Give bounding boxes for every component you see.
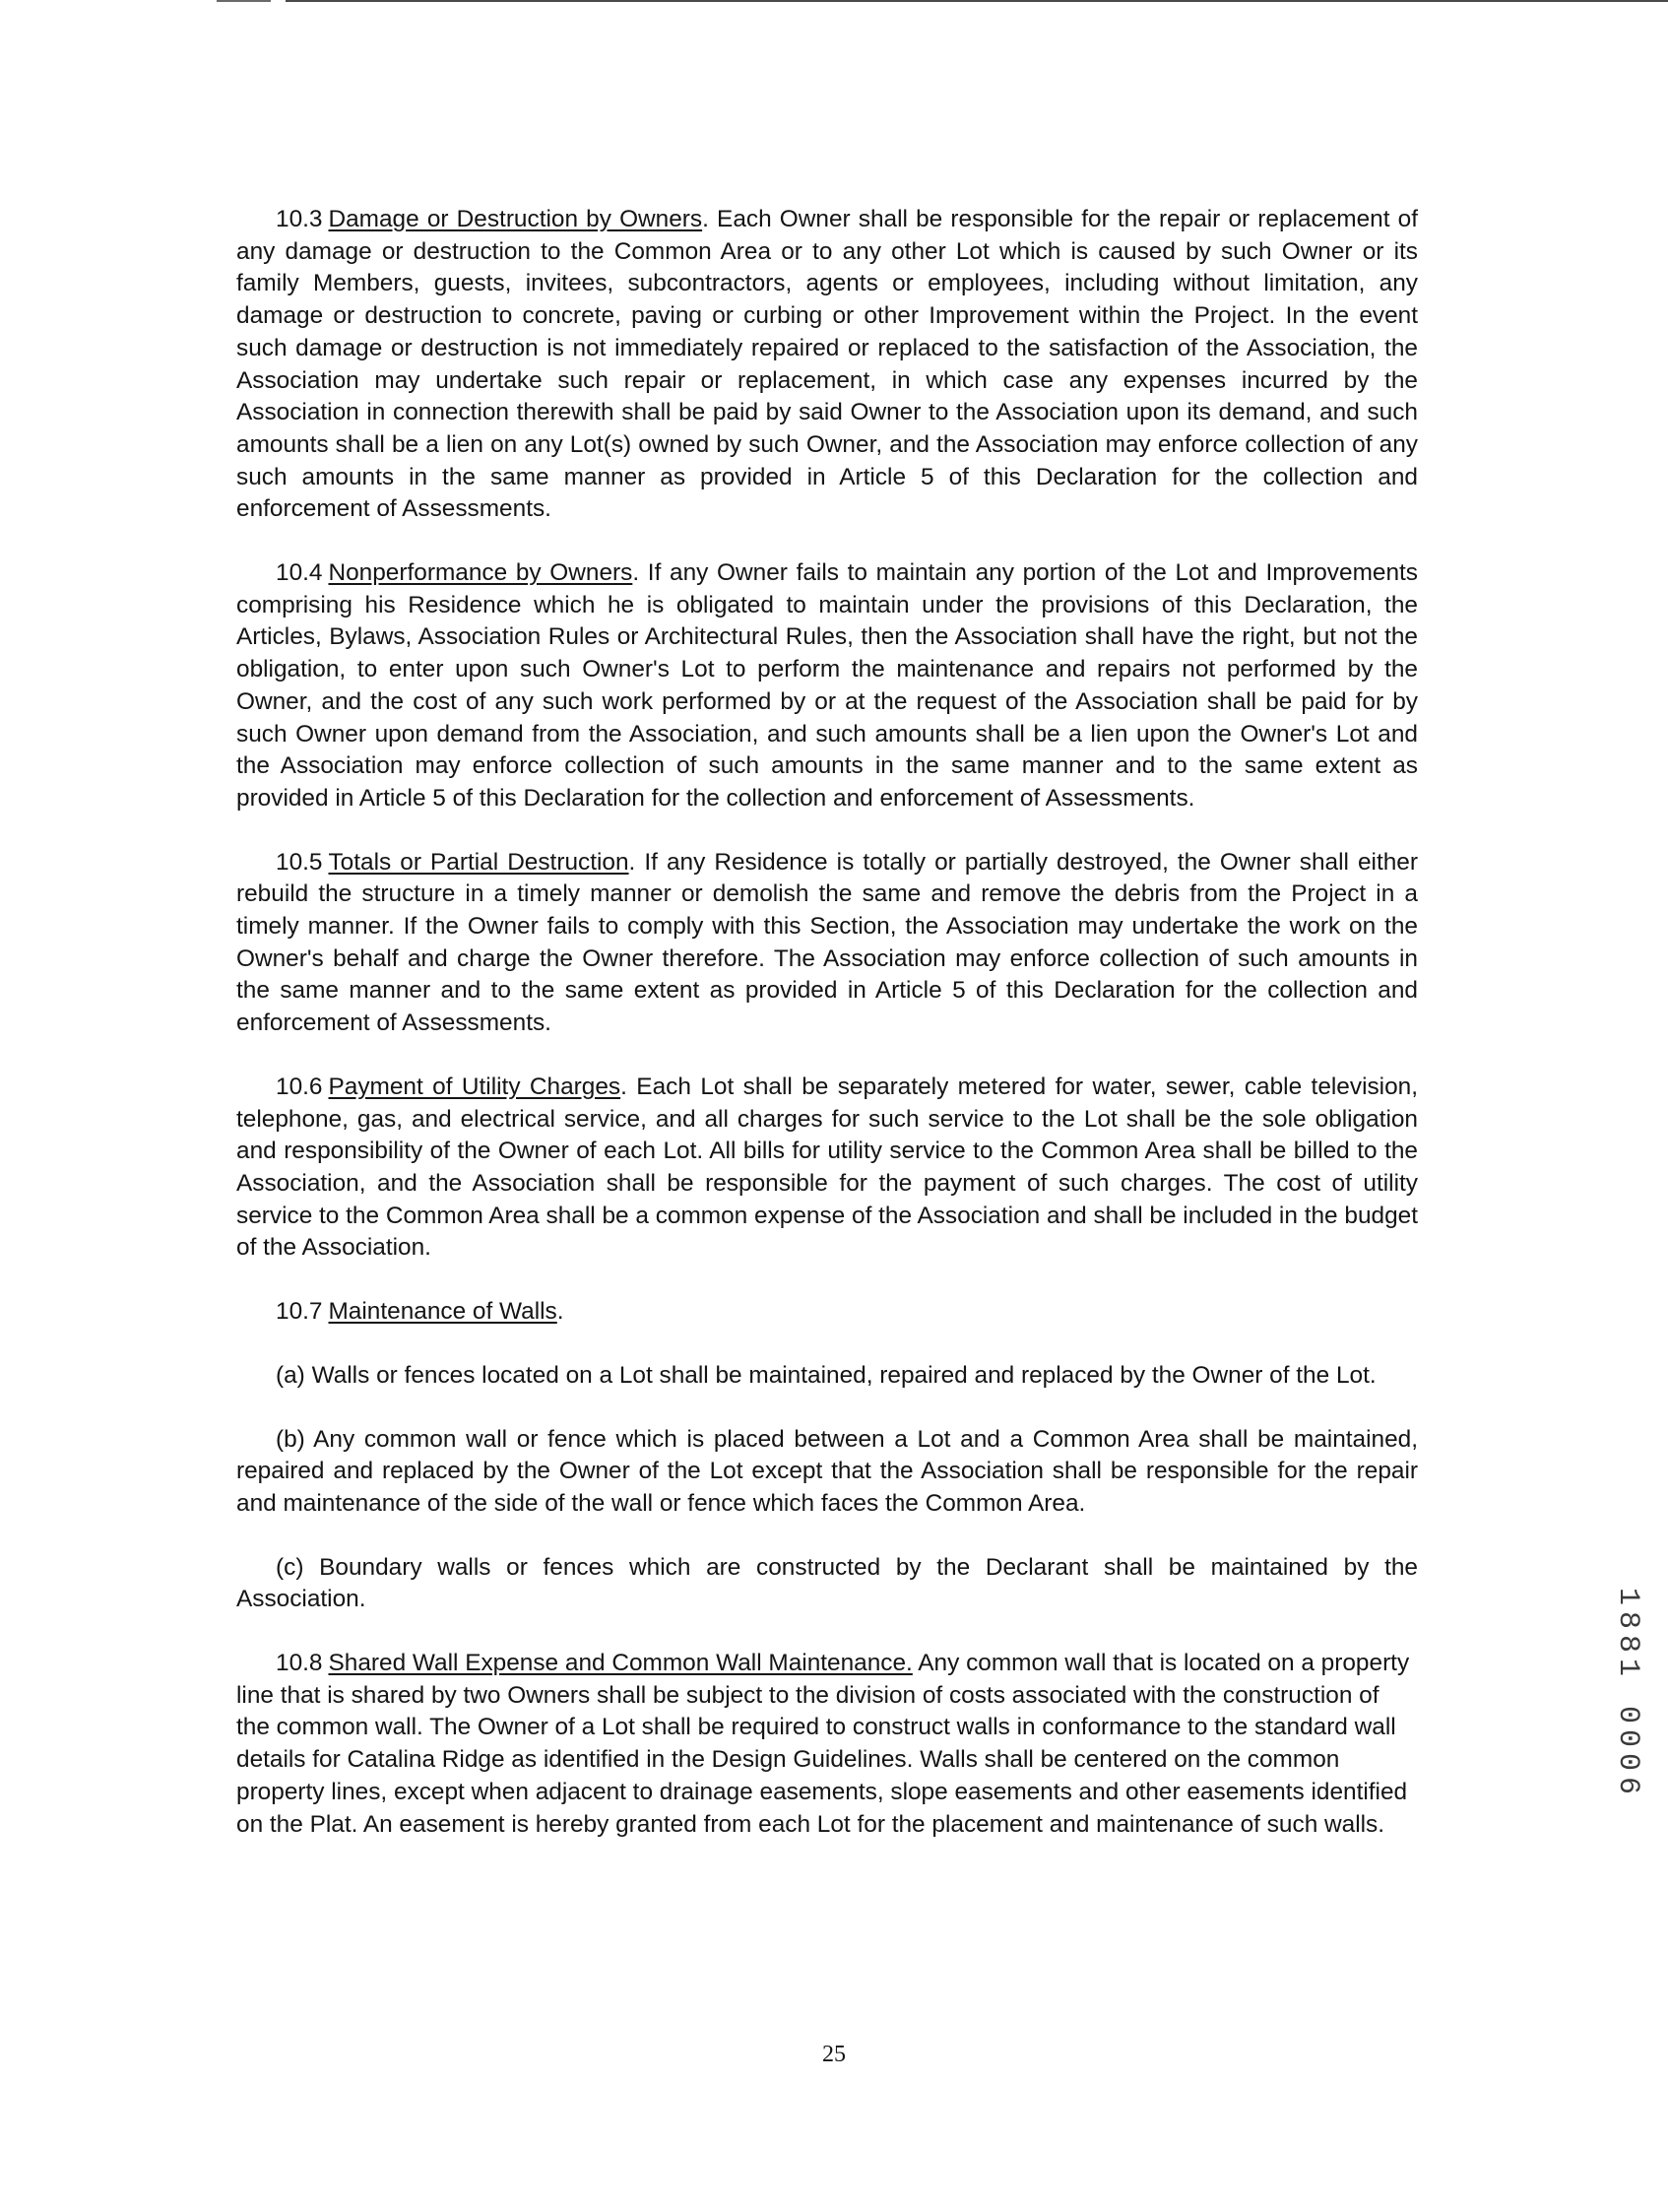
subsection-a: (a) Walls or fences located on a Lot shall be maintained, repaired and replaced by the Owner of the Lot. xyxy=(276,1361,1377,1389)
document-body xyxy=(236,204,1418,1841)
subsection-b: (b) Any common wall or fence which is placed between a Lot and a Common Area shall be maintained, repaired and replaced by the Owner of the Lot except that the Association shall be responsible for the repair and maintenance of the side of the wall or fence which faces the Common Area. xyxy=(236,1425,1418,1517)
section-title: Damage or Destruction by Owners xyxy=(328,206,703,232)
section-10-4 xyxy=(236,557,1418,815)
section-body: . Each Lot shall be separately metered for water, sewer, cable television, telephone, gas, and electrical service, and all charges for such service to the Lot shall be the sole obligation and responsibility of the Owner of each Lot. All bills for utility service to the Common Area shall be billed to the Association, and the Association shall be responsible for the payment of such charges. The cost of utility service to the Common Area shall be a common expense of the Association and shall be included in the budget of the Association. xyxy=(236,1073,1419,1262)
section-10-8 xyxy=(236,1648,1418,1841)
section-title: Totals or Partial Destruction xyxy=(328,848,629,876)
section-number: 10.3 xyxy=(276,206,323,232)
section-10-5 xyxy=(236,847,1418,1040)
section-10-6 xyxy=(236,1072,1418,1265)
recording-stamp xyxy=(1608,1566,1647,1822)
section-title: Nonperformance by Owners xyxy=(328,559,633,587)
section-body: . If any Residence is totally or partially destroyed, the Owner shall either rebuild the structure in a timely manner or demolish the same and remove the debris from the Project in a timely manner. If the Owner fails to comply with this Section, the Association may undertake the work on the Owner's behalf and charge the Owner therefore. The Association may enforce collection of such amounts in the same manner and to the same extent as provided in Article 5 of this Declaration for the collection and enforcement of Assessments. xyxy=(236,848,1418,1037)
section-title: Shared Wall Expense and Common Wall Maintenance. xyxy=(328,1650,913,1677)
section-number: 10.7 xyxy=(276,1298,323,1326)
section-title: Maintenance of Walls xyxy=(328,1298,557,1326)
section-body: . If any Owner fails to maintain any portion of the Lot and Improvements comprising his Residence which he is obligated to maintain under the provisions of this Declaration, the Articles, Bylaws, Association Rules or Architectural Rules, then the Association shall have the right, but not the obligation, to enter upon such Owner's Lot to perform the maintenance and repairs not performed by the Owner, and the cost of any such work performed by or at the request of the Association shall be paid for by such Owner upon demand from the Association, and such amounts shall be a lien upon the Owner's Lot and the Association may enforce collection of such amounts in the same manner and to the same extent as provided in Article 5 of this Declaration for the collection and enforcement of Assessments. xyxy=(236,559,1418,812)
page-number: 25 xyxy=(822,2042,846,2067)
subsection-c: (c) Boundary walls or fences which are constructed by the Declarant shall be maintained by the Association. xyxy=(236,1553,1418,1613)
section-number: 10.4 xyxy=(276,559,323,587)
section-10-3 xyxy=(236,204,1418,526)
section-title: Payment of Utility Charges xyxy=(328,1073,621,1100)
section-body: . xyxy=(556,1298,564,1326)
recording-stamp-text: 1881 0006 xyxy=(1611,1587,1644,1801)
section-body: Any common wall that is located on a property line that is shared by two Owners shall be subject to the division of costs associated with the construction of the common wall. The Owner of a Lot shall be required to construct walls in conformance to the standard wall details for Catalina Ridge as identified in the Design Guidelines. Walls shall be centered on the common property lines, except when adjacent to drainage easements, slope easements and other easements identified on the Plat. An easement is hereby granted from each Lot for the placement and maintenance of such walls. xyxy=(236,1650,1410,1838)
section-number: 10.8 xyxy=(276,1650,323,1677)
section-body: . Each Owner shall be responsible for the repair or replacement of any damage or destruction to the Common Area or to any other Lot which is caused by such Owner or its family Members, guests, invitees, subcontractors, agents or employees, including without limitation, any damage or destruction to concrete, paving or curbing or other Improvement within the Project. In the event such damage or destruction is not immediately repaired or replaced to the satisfaction of the Association, the Association may undertake such repair or replacement, in which case any expenses incurred by the Association in connection therewith shall be paid by said Owner to the Association upon its demand, and such amounts shall be a lien on any Lot(s) owned by such Owner, and the Association may enforce collection of any such amounts in the same manner as provided in Article 5 of this Declaration for the collection and enforcement of Assessments. xyxy=(236,206,1418,523)
section-number: 10.6 xyxy=(276,1073,323,1100)
section-10-7 xyxy=(236,1296,1418,1329)
scan-artifact-dash xyxy=(217,0,271,2)
top-rule xyxy=(286,0,1668,2)
section-number: 10.5 xyxy=(276,848,323,876)
